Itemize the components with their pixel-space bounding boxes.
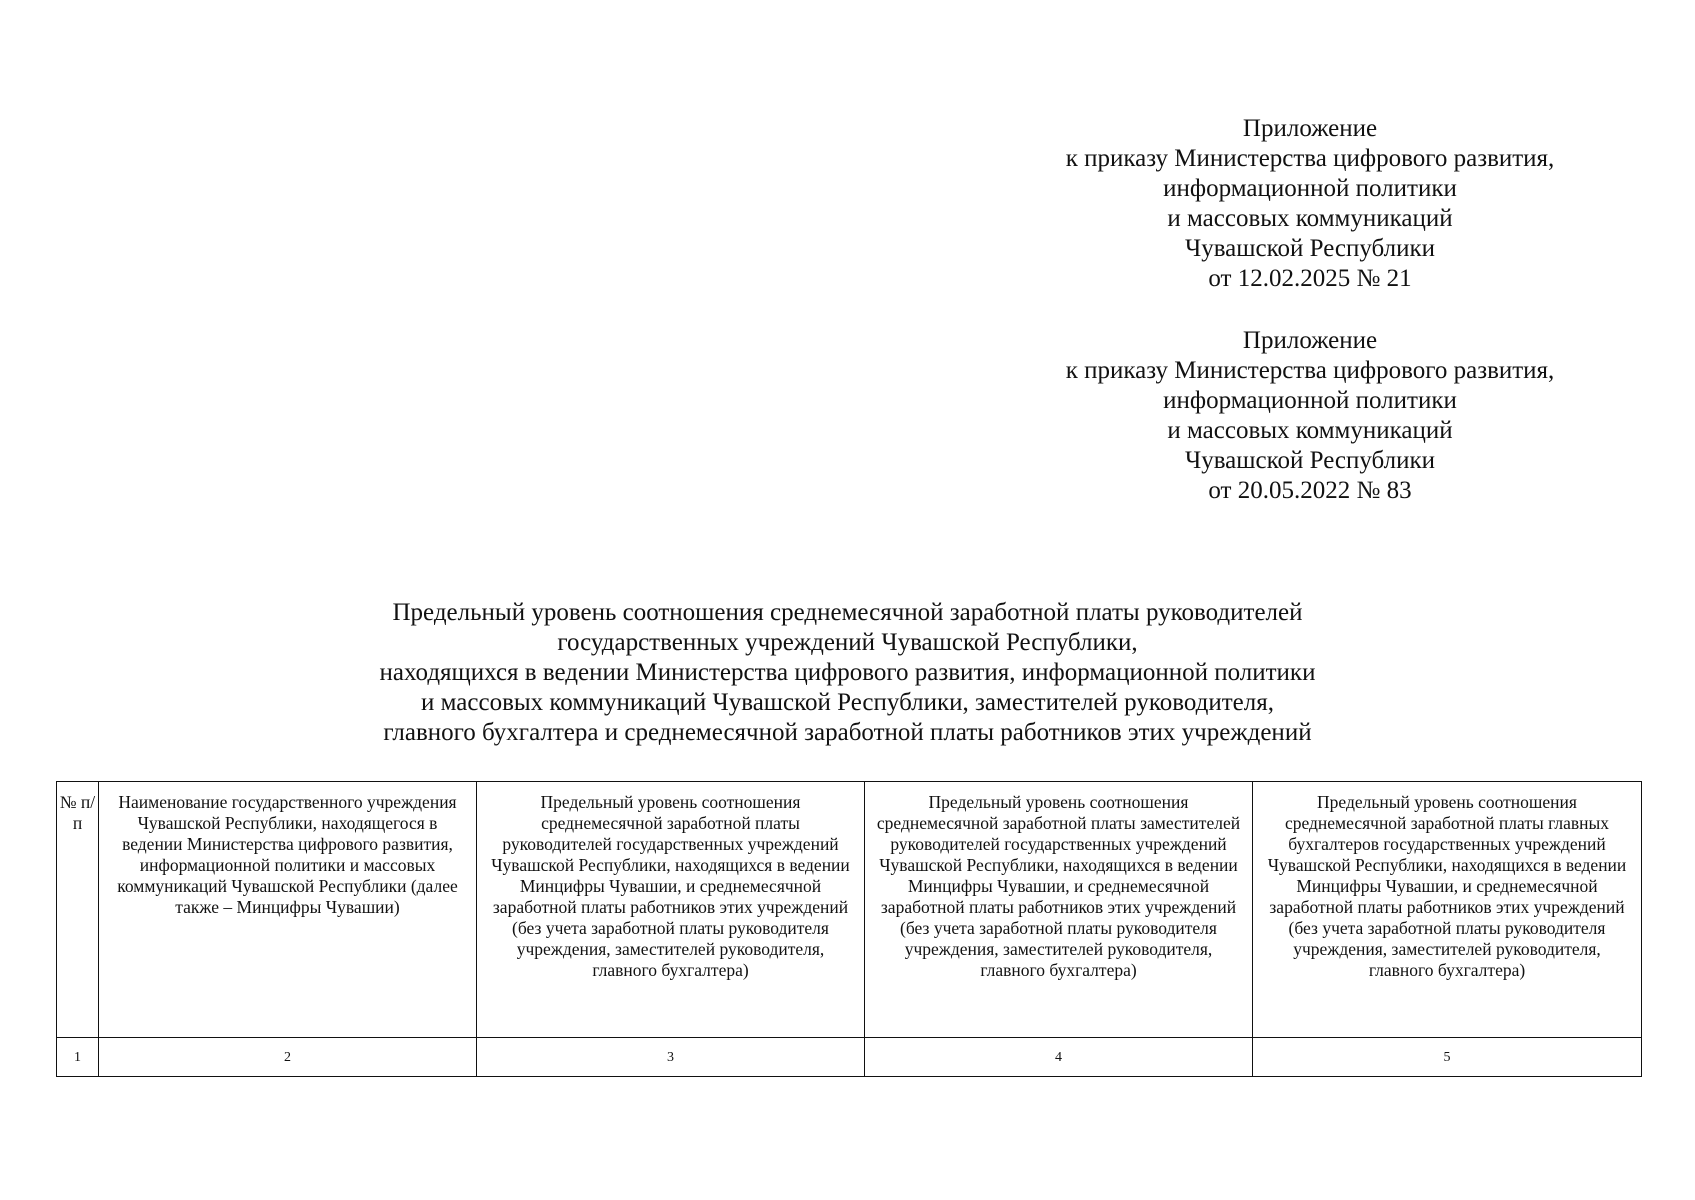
table-header-row bbox=[57, 782, 1642, 1038]
appendix-date-number: от 20.05.2022 № 83 bbox=[1208, 477, 1412, 504]
appendix-block-current bbox=[1030, 114, 1590, 294]
appendix-title: Приложение bbox=[1242, 327, 1378, 354]
header-cell-deputies-ratio: Предельный уровень соотношения среднемесячной заработной платы заместителей руководителей государственных учреждений Чувашской Республики, находящихся в ведении Минцифры Чувашии, и среднемесячной заработной платы работников этих учреждений (без учета заработной платы руководителя учреждения, заместителей руководителя, главного бухгалтера) bbox=[865, 782, 1253, 1038]
document-title-line: государственных учреждений Чувашской Республики, bbox=[557, 629, 1138, 656]
column-number-cell: 2 bbox=[99, 1038, 477, 1077]
header-cell-number: № п/п bbox=[57, 782, 99, 1038]
column-number-cell: 1 bbox=[57, 1038, 99, 1077]
appendix-title: Приложение bbox=[1242, 115, 1378, 142]
table-column-numbers-row bbox=[57, 1038, 1642, 1077]
header-cell-directors-ratio: Предельный уровень соотношения среднемесячной заработной платы руководителей государственных учреждений Чувашской Республики, находящихся в ведении Минцифры Чувашии, и среднемесячной заработной платы работников этих учреждений (без учета заработной платы руководителя учреждения, заместителей руководителя, главного бухгалтера) bbox=[477, 782, 865, 1038]
appendix-date-number: от 12.02.2025 № 21 bbox=[1208, 265, 1412, 292]
appendix-line: Чувашской Республики bbox=[1184, 235, 1436, 262]
appendix-line: к приказу Министерства цифрового развития, bbox=[1065, 145, 1555, 172]
appendix-line: Чувашской Республики bbox=[1184, 447, 1436, 474]
appendix-line: и массовых коммуникаций bbox=[1167, 417, 1453, 444]
appendix-line: информационной политики bbox=[1163, 175, 1457, 202]
header-cell-institution-name: Наименование государственного учреждения Чувашской Республики, находящегося в ведении Министерства цифрового развития, информационной политики и массовых коммуникаций Чувашской Республики (далее также – Минцифры Чувашии) bbox=[99, 782, 477, 1038]
appendix-line: к приказу Министерства цифрового развития, bbox=[1065, 357, 1555, 384]
document-title-line: и массовых коммуникаций Чувашской Республики, заместителей руководителя, bbox=[421, 689, 1274, 716]
document-title-line: главного бухгалтера и среднемесячной заработной платы работников этих учреждений bbox=[383, 719, 1312, 746]
salary-ratio-table bbox=[56, 781, 1642, 1077]
document-title-line: Предельный уровень соотношения среднемесячной заработной платы руководителей bbox=[392, 599, 1303, 626]
appendix-line: и массовых коммуникаций bbox=[1167, 205, 1453, 232]
appendix-block-original bbox=[1030, 326, 1590, 506]
appendix-line: информационной политики bbox=[1163, 387, 1457, 414]
column-number-cell: 3 bbox=[477, 1038, 865, 1077]
document-title bbox=[240, 598, 1455, 748]
document-title-line: находящихся в ведении Министерства цифрового развития, информационной политики bbox=[379, 659, 1316, 686]
column-number-cell: 5 bbox=[1253, 1038, 1642, 1077]
header-cell-chief-accountants-ratio: Предельный уровень соотношения среднемесячной заработной платы главных бухгалтеров государственных учреждений Чувашской Республики, находящихся в ведении Минцифры Чувашии, и среднемесячной заработной платы работников этих учреждений (без учета заработной платы руководителя учреждения, заместителей руководителя, главного бухгалтера) bbox=[1253, 782, 1642, 1038]
column-number-cell: 4 bbox=[865, 1038, 1253, 1077]
